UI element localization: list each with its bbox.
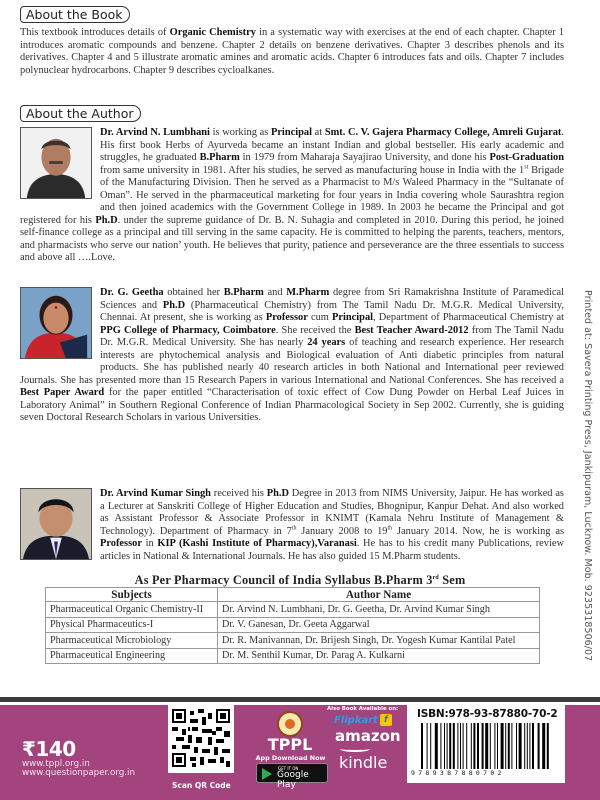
about-author-heading: About the Author (20, 105, 141, 122)
website-link-questionpaper[interactable]: www.questionpaper.org.in (22, 768, 135, 778)
bio-bold-text: Smt. C. V. Gajera Pharmacy College, Amreli Gujarat (324, 127, 562, 138)
amazon-smile-icon (340, 746, 370, 752)
subject-cell: Physical Pharmaceutics-I (46, 617, 218, 633)
table-header-row (46, 588, 540, 602)
column-header-subjects: Subjects (46, 588, 218, 602)
bio-bold-text: 24 years (307, 337, 346, 349)
isbn-number: ISBN:978-93-87880-70-2 (417, 708, 558, 720)
barcode-bar (447, 723, 448, 769)
price-label: ₹140 (22, 737, 76, 761)
bio-text: is working as (209, 127, 271, 138)
separator-bar (0, 697, 600, 702)
bio-text: received his (210, 488, 267, 499)
qr-code-label: Scan QR Code (172, 781, 231, 790)
about-book-text-bold: Organic Chemistry (169, 27, 256, 38)
table-row (46, 617, 540, 633)
bio-bold-text: Dr. Arvind Kumar Singh (100, 488, 211, 499)
bio-bold-text: Dr. G. Geetha (100, 287, 164, 298)
barcode-bar (529, 723, 530, 769)
bio-bold-text: Ph.D (95, 214, 118, 226)
bio-bold-text: Principal (332, 312, 374, 324)
barcode-bar (435, 723, 438, 769)
author-bio-geetha (20, 287, 564, 425)
bio-bold-text: Dr. Arvind N. Lumbhani (100, 127, 210, 138)
bio-text: in 1979 from Maharaja Sayajirao University, and done his (239, 152, 490, 164)
author-bio-lumbhani (20, 127, 564, 265)
barcode-bar (463, 723, 464, 769)
bio-text: at (311, 127, 325, 138)
barcode-bar (471, 723, 472, 769)
table-row (46, 602, 540, 618)
table-row (46, 648, 540, 664)
barcode-digits: 9789387880702 (411, 769, 505, 777)
barcode-bar (427, 723, 428, 769)
author-cell: Dr. Arvind N. Lumbhani, Dr. G. Geetha, Dr. Arvind Kumar Singh (218, 602, 540, 618)
barcode-bar (440, 723, 441, 769)
about-book-text (20, 27, 564, 77)
barcode-bar (508, 723, 510, 769)
bio-text: degree from Sri Ramakrishna Institute of Paramedical Sciences and (100, 287, 565, 311)
kindle-logo[interactable]: kindle (339, 753, 388, 772)
amazon-logo[interactable]: amazon (335, 727, 401, 745)
author-cell: Dr. M. Senthil Kumar, Dr. Parag A. Kulkarni (218, 648, 540, 664)
tppl-logo-icon (277, 711, 303, 737)
syllabus-title: As Per Pharmacy Council of India Syllabus B.Pharm 3rd Sem (134, 573, 466, 587)
website-link-tppl[interactable]: www.tppl.org.in (22, 759, 90, 769)
barcode-icon (421, 723, 553, 769)
barcode-bar (466, 723, 467, 769)
column-header-author-name: Author Name (218, 588, 540, 602)
bio-bold-text: M.Pharm (286, 287, 330, 298)
bio-text: . He has to his credit many Publications, review articles in National & International Journals. He has also guided 15 M.Pharm students. (100, 538, 564, 562)
footer-band (0, 705, 600, 800)
bio-text: Brigade of the Manufacturing Division. Then he served as a Pharmacist to M/s Waleed Pharmacy in the “Sultanate of Oman”. He served in the pharmaceutical marketing for four years in India covering whole Saurashtra region and then joined academics with the Government College in 1989. In 2003 he became the Principal and got registered for his (20, 164, 564, 226)
about-book-text-1: This textbook introduces details of (20, 27, 170, 38)
barcode-bar (473, 723, 475, 769)
bio-text: th (387, 525, 393, 532)
bio-bold-text: Ph.D (266, 488, 289, 499)
subject-cell: Pharmaceutical Engineering (46, 648, 218, 664)
bio-bold-text: Best Paper Award (20, 387, 105, 399)
barcode-bar (527, 723, 528, 769)
barcode-bar (542, 723, 545, 769)
bio-text: . She received the (275, 324, 355, 336)
bio-text: obtained her (163, 287, 224, 298)
barcode-bar (538, 723, 540, 769)
bio-text: for the paper entitled “Characterisation of toxic effect of Cow Dung Powder on Herbal Leaf Juices in Laboratory Animal” in Southern Regional Conference of Indian Pharmacological Society in Sep 2002. Currently, she is guiding seven Doctoral Research Scholars in various Universities. (20, 387, 564, 424)
google-play-button[interactable] (256, 763, 328, 790)
bio-bold-text: B.Pharm (223, 287, 264, 298)
app-download-text: App Download Now (255, 754, 326, 762)
qr-code-icon (172, 709, 230, 767)
google-play-small-text: GET IT ON (278, 766, 299, 771)
bio-bold-text: Best Teacher Award-2012 (354, 324, 469, 336)
barcode-bar (532, 723, 534, 769)
barcode-bar (482, 723, 484, 769)
author-cell: Dr. R. Manivannan, Dr. Brijesh Singh, Dr. Yogesh Kumar Kantilal Patel (218, 633, 540, 649)
bio-bold-text: KIP (Kashi Institute of Pharmacy),Varanasi (157, 538, 357, 550)
barcode-bar (485, 723, 488, 769)
table-row (46, 633, 540, 649)
bio-text: . His first book Herbs of Ayurveda became an instant Indian and global bestseller. His early academic and struggles, he graduated (100, 127, 564, 164)
bio-bold-text: Ph.D (162, 299, 186, 311)
bio-text: from The Tamil Nadu Dr. M.G.R. Medical University. She has nearly (100, 324, 564, 349)
author-bio-singh (20, 488, 564, 572)
barcode-bar (421, 723, 423, 769)
barcode-bar (511, 723, 512, 769)
syllabus-table (45, 587, 540, 664)
barcode-bar (519, 723, 522, 769)
bio-text: (Pharmaceutical Chemistry) from The Tamil Nadu Dr. M.G.R. Medical University, Chennai. At present, she is working as (100, 299, 564, 324)
bio-bold-text: Professor (100, 538, 142, 550)
bio-text: January 2008 to 19 (296, 525, 388, 537)
bio-text: . under the supreme guidance of Dr. B. N. Suhagia and completed in 2010. During this period, he joined self-finance college as a principal and till serving in the same capacity. He is committed to helping the parents, teachers, mentors, and pharmacists who serve our nation’ youth. He believes that purity, patience and perseverance are the three essentials to success and above all ….Love. (20, 214, 564, 264)
isbn-barcode-box (407, 705, 565, 783)
bio-bold-text: PPG College of Pharmacy, Coimbatore (100, 324, 276, 336)
bio-text: st (524, 164, 529, 171)
bio-text: January 2014. Now, he is working as (392, 525, 564, 537)
barcode-bar (547, 723, 549, 769)
app-name: TPPL (267, 735, 313, 754)
subject-cell: Pharmaceutical Microbiology (46, 633, 218, 649)
barcode-bar (516, 723, 517, 769)
barcode-bar (477, 723, 479, 769)
barcode-bar (444, 723, 445, 769)
barcode-bar (449, 723, 451, 769)
google-play-icon (262, 768, 272, 780)
flipkart-bag-icon: f (380, 714, 392, 726)
bio-text: in (141, 538, 158, 550)
barcode-bar (524, 723, 525, 769)
barcode-bar (501, 723, 504, 769)
barcode-bar (457, 723, 458, 769)
bio-bold-text: Principal (270, 127, 312, 138)
bio-text: of teaching and research experience. Her research interests are phytochemical analysis and Biological evaluation of Anti diabetic principles from natural products. She has published nearly 40 research articles in both National and International peer reviewed Journals. She has presented more than 15 Research Papers in various International and National Conferences. She has received a (20, 337, 564, 386)
bio-text: from same university in 1981. After his studies, he served as manufacturing house in India with the 1 (100, 164, 525, 176)
bio-bold-text: Post-Graduation (489, 152, 564, 164)
bio-text: Degree in 2013 from NIMS University, Jaipur. He has worked as a Lecturer at Sanskriti College of Higher Education and Studies, Bhognipur, Kanpur Dehat. And also worked as Assistant Professor & Associate Professor in KNIMT (Kamala Nehru Institute of Management & Technology). Department of Pharmacy in 7 (100, 488, 564, 537)
barcode-bar (494, 723, 495, 769)
barcode-bar (460, 723, 461, 769)
also-available-label: Also Book Available on: (327, 706, 399, 712)
bio-text: cum (307, 312, 333, 324)
bio-text: th (291, 525, 297, 532)
subject-cell: Pharmaceutical Organic Chemistry-II (46, 602, 218, 618)
about-book-text-2: in a systematic way with exercises at the end of each chapter. Chapter 1 introduces aromatic compounds and benzene. Chapter 2 details on benzene derivatives. Chapter 3 describes phenols and its derivatives. Chapter 4 and 5 illustrate aromatic amines and aromatic acids. Chapter 6 introduces fats and oils. Chapter 7 includes polynuclear hydrocarbons. Chapter 9 describes cycloalkanes. (20, 27, 564, 76)
bio-text: and (263, 287, 287, 298)
barcode-bar (430, 723, 431, 769)
barcode-bar (505, 723, 506, 769)
barcode-bar (490, 723, 491, 769)
bio-text: , Department of Pharmaceutical Chemistry at (373, 312, 564, 324)
flipkart-logo[interactable]: Flipkart (334, 715, 378, 726)
barcode-bar (453, 723, 455, 769)
google-play-label: Google Play (277, 770, 309, 790)
about-book-heading: About the Book (20, 6, 130, 23)
printer-credit: Printed at: Savera Printing Press, Jankipuram, Lucknow. Mob. 9235318506/07 (582, 290, 593, 662)
qr-code[interactable] (168, 705, 234, 773)
barcode-bar (497, 723, 498, 769)
bio-bold-text: Professor (265, 312, 308, 324)
author-cell: Dr. V. Ganesan, Dr. Geeta Aggarwal (218, 617, 540, 633)
bio-bold-text: B.Pharm (199, 152, 240, 164)
